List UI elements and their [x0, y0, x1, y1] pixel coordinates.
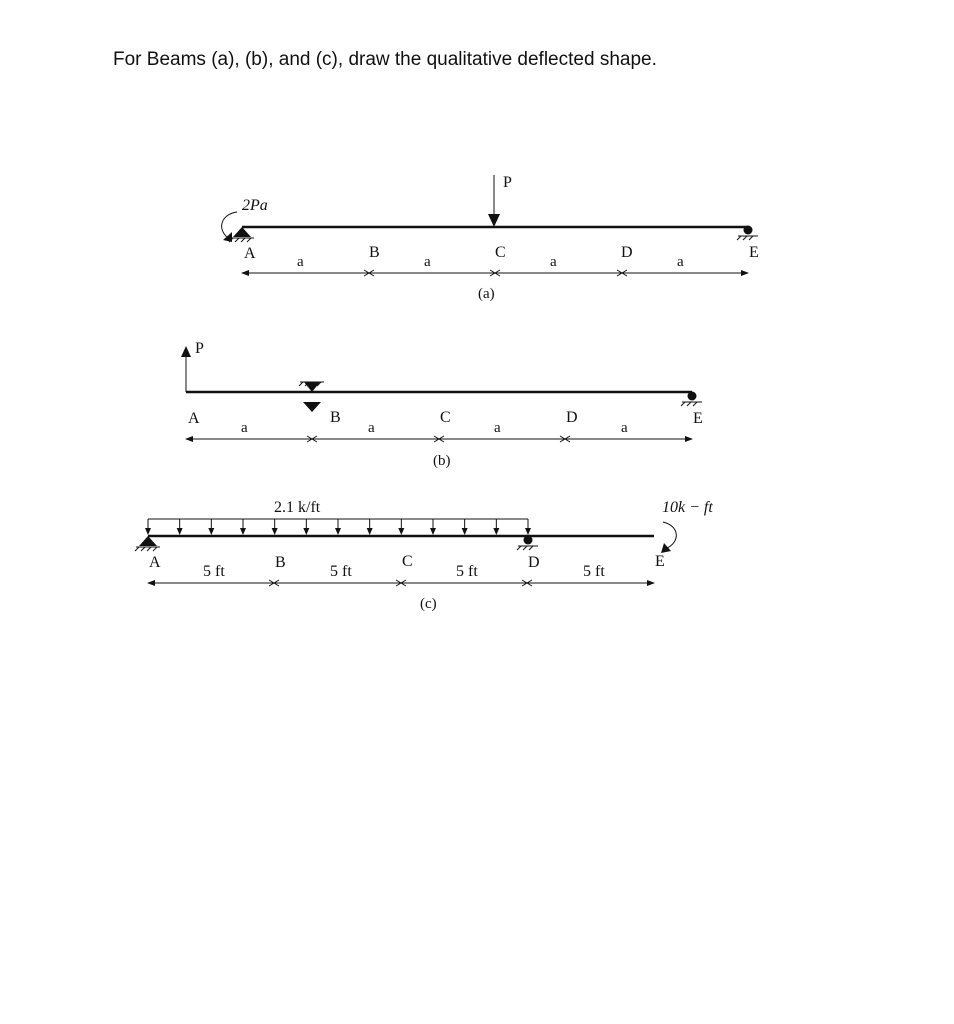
- udl-arrow-head: [335, 528, 341, 535]
- beam-c-point-d: D: [528, 554, 540, 571]
- beam-c-point-a: A: [149, 554, 161, 571]
- udl-arrow-head: [430, 528, 436, 535]
- beam-b: [181, 340, 703, 469]
- beam-a-point-c: C: [495, 244, 506, 261]
- beam-a-segment-cd: a: [550, 254, 557, 270]
- beam-b-segment-de: a: [621, 420, 628, 436]
- beam-c-moment-label: 10k − ft: [662, 499, 713, 516]
- beam-a-dimension-line: [242, 270, 748, 276]
- beam-b-point-c: C: [440, 409, 451, 426]
- beam-b-segment-cd: a: [494, 420, 501, 436]
- beam-a-point-load: [488, 175, 500, 227]
- beam-b-point-b: B: [330, 409, 341, 426]
- beam-c-segment-de: 5 ft: [583, 563, 605, 580]
- udl-arrow-head: [240, 528, 246, 535]
- udl-arrow-head: [398, 528, 404, 535]
- udl-arrow-head: [272, 528, 278, 535]
- beam-a-point-d: D: [621, 244, 633, 261]
- udl-arrow-head: [493, 528, 499, 535]
- udl-arrow-head: [208, 528, 214, 535]
- beam-a-point-e: E: [749, 244, 759, 261]
- beam-a-segment-de: a: [677, 254, 684, 270]
- udl-arrow-head: [145, 528, 151, 535]
- instruction-text: For Beams (a), (b), and (c), draw the qualitative deflected shape.: [113, 49, 657, 70]
- beam-b-dimension-line: [186, 436, 692, 442]
- beam-b-segment-ab: a: [241, 420, 248, 436]
- udl-arrow-head: [177, 528, 183, 535]
- beam-c: [135, 499, 713, 612]
- beam-c-segment-bc: 5 ft: [330, 563, 352, 580]
- beam-b-load-label: P: [195, 340, 204, 357]
- udl-arrow-head: [367, 528, 373, 535]
- beam-b-point-d: D: [566, 409, 578, 426]
- beam-a-point-a: A: [244, 245, 256, 262]
- udl-arrow-head: [462, 528, 468, 535]
- beam-a-moment-label: 2Pa: [242, 197, 268, 214]
- beam-a-load-label: P: [503, 174, 512, 191]
- udl-arrow-head: [525, 528, 531, 535]
- beam-a: [222, 174, 759, 302]
- beam-c-distributed-label: 2.1 k/ft: [274, 499, 321, 516]
- beam-c-caption: (c): [420, 596, 437, 612]
- beam-c-pin-support-a: [135, 536, 160, 551]
- beam-a-point-b: B: [369, 244, 380, 261]
- beam-c-segment-cd: 5 ft: [456, 563, 478, 580]
- beam-b-caption: (b): [433, 453, 451, 469]
- beam-b-point-a: A: [188, 410, 200, 427]
- beam-b-pin-support-b: [299, 382, 324, 412]
- udl-arrow-head: [303, 528, 309, 535]
- beam-c-roller-support-d: [517, 536, 538, 551]
- beam-c-distributed-load: [145, 519, 531, 535]
- beam-a-caption: (a): [478, 286, 495, 302]
- beam-c-point-b: B: [275, 554, 286, 571]
- beam-c-segment-ab: 5 ft: [203, 563, 225, 580]
- beam-b-segment-bc: a: [368, 420, 375, 436]
- beam-c-moment-arrow: [661, 522, 676, 553]
- beam-a-segment-bc: a: [424, 254, 431, 270]
- beam-b-point-e: E: [693, 410, 703, 427]
- beam-a-pin-support-a: [229, 227, 254, 242]
- beam-b-roller-support-e: [681, 392, 702, 407]
- beam-b-point-load: [181, 346, 191, 392]
- beam-a-segment-ab: a: [297, 254, 304, 270]
- beam-c-point-e: E: [655, 553, 665, 570]
- beam-c-dimension-line: [148, 580, 654, 586]
- beam-c-point-c: C: [402, 553, 413, 570]
